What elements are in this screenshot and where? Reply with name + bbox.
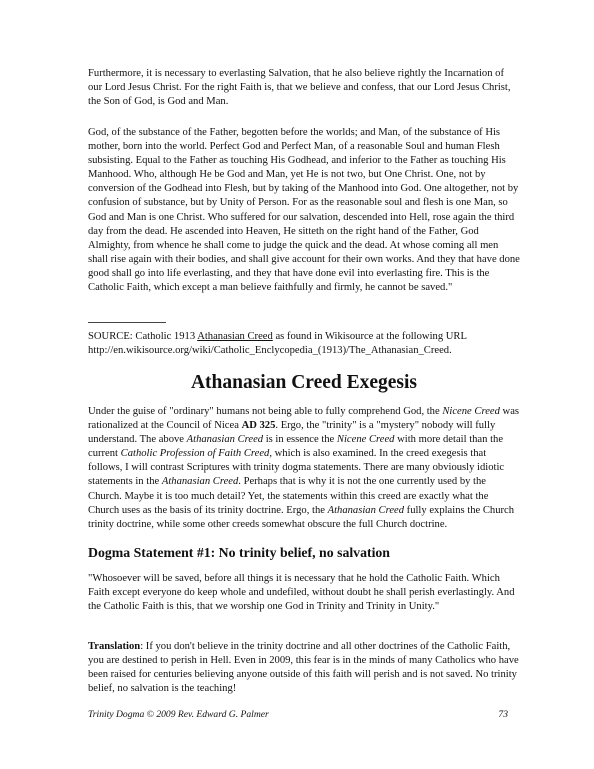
creed-paragraph-christ: God, of the substance of the Father, begotten before the worlds; and Man, of the substance of His mother, born into the world. Perfect God and Perfect Man, of a reasonable Soul and human Flesh subsisting. Equal to the Father as touching His Godhead, and inferior to the Father as touching His Manhood. Who, although He be God and Man, yet He is not two, but One Christ. One, not by conversion of the Godhead into Flesh, but by taking of the Manhood into God. One altogether, not by confusion of substance, but by Unity of Person. For as the reasonable soul and flesh is one Man, so God and Man is one Christ. Who suffered for our salvation, descended into Hell, rose again the third day from the dead. He ascended into Heaven, He sitteth on the right hand of the Father, God Almighty, from whence he shall come to judge the quick and the dead. At whose coming all men shall rise again with their bodies, and shall give account for their own works. And they that have done good shall go into life everlasting, and they that have done evil into everlasting fire. This is the Catholic Faith, which except a man believe faithfully and firmly, he cannot be saved." [88, 127, 520, 294]
footer-title: Trinity Dogma © 2009 Rev. Edward G. Palmer [88, 709, 269, 720]
footnote-separator [88, 322, 166, 323]
source-url: http://en.wikisource.org/wiki/Catholic_Enclycopedia_(1913)/The_Athanasian_Creed. [88, 345, 452, 357]
translation-label: Translation [88, 641, 141, 652]
creed-paragraph-incarnation: Furthermore, it is necessary to everlasting Salvation, that he also believe rightly the Incarnation of our Lord Jesus Christ. For the right Faith is, that we believe and confess, that our Lord Jesus Christ, the Son of God, is God and Man. [88, 68, 511, 108]
dogma-quote: "Whosoever will be saved, before all things it is necessary that he hold the Catholic Faith. Which Faith except everyone do keep whole and undefiled, without doubt he shall perish everlastingly. And the Catholic Faith is this, that we worship one God in Trinity and Trinity in Unity." [88, 573, 515, 613]
exegesis-paragraph: Under the guise of "ordinary" humans not being able to fully comprehend God, the Nicene Creed was rationalized at the Council of Nicea AD 325. Ergo, the "trinity" is a "mystery" nobody will fully understand. The above Athanasian Creed is in essence the Nicene Creed with more detail than the current Catholic Profession of Faith Creed, which is also examined. In the creed exegesis that follows, I will contrast Scriptures with trinity dogma statements. There are many obviously idiotic statements in the Athanasian Creed. Perhaps that is why it is not the one currently used by the Church. Maybe it is too much detail? Yet, the statements within this creed are exactly what the Church uses as the basis of its trinity doctrine. Ergo, the Athanasian Creed fully explains the Church trinity doctrine, while some other creeds somewhat obscure the full Church doctrine. [88, 406, 520, 530]
source-suffix: as found in Wikisource at the following URL [272, 331, 467, 342]
source-citation [88, 330, 520, 358]
source-prefix: SOURCE: Catholic 1913 [88, 331, 198, 342]
dogma-statement-title: Dogma Statement #1: No trinity belief, no salvation [88, 545, 390, 560]
translation-text: : If you don't believe in the trinity doctrine and all other doctrines of the Catholic Faith, you are destined to perish in Hell. Even in 2009, this fear is in the minds of many Catholics who have been raised for centuries believing anyone outside of this faith will perish and is not saved. No trinity belief, no salvation is the teaching! [88, 641, 519, 695]
source-link[interactable]: Athanasian Creed [197, 331, 273, 342]
section-heading: Athanasian Creed Exegesis [190, 372, 418, 393]
dogma-translation [88, 640, 520, 696]
page-number: 73 [498, 709, 508, 720]
